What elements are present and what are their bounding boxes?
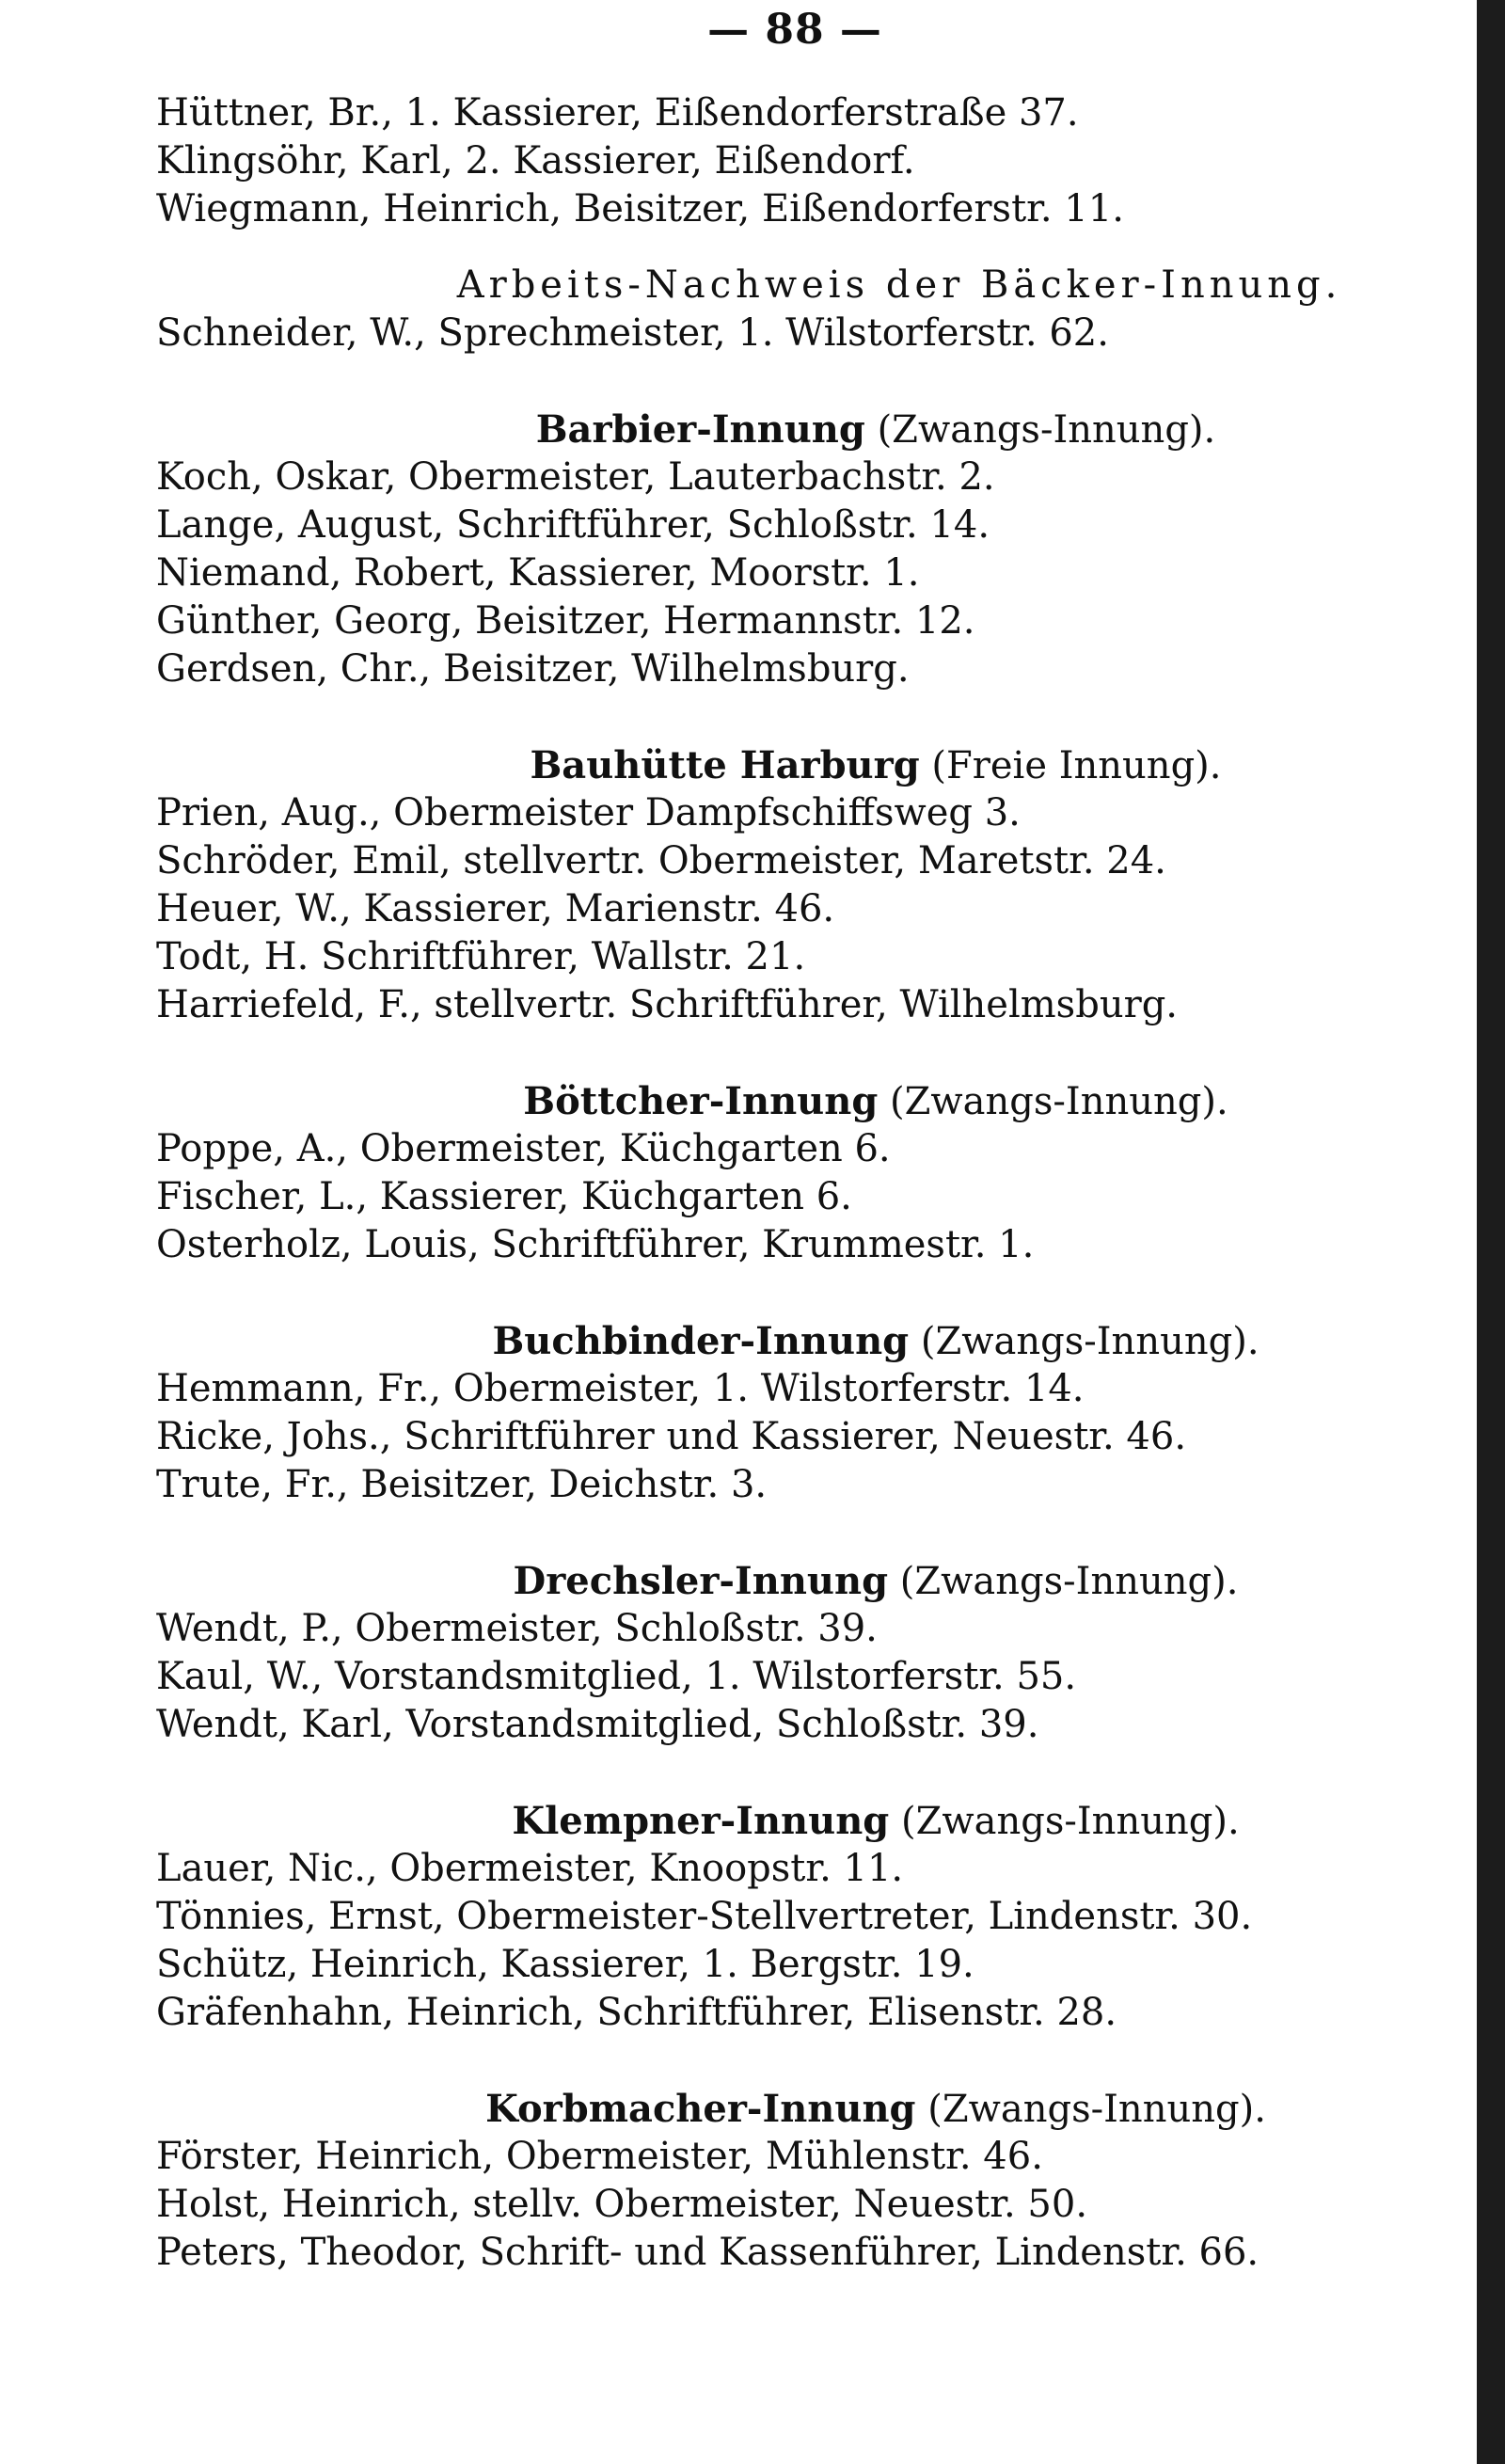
entry-line: Lange, August, Schriftführer, Schloßstr. 14. <box>156 503 990 547</box>
section-type: (Zwangs-Innung). <box>927 2088 1266 2131</box>
entry-line: Trute, Fr., Beisitzer, Deichstr. 3. <box>156 1463 768 1506</box>
section-name: Bauhütte Harburg <box>530 743 920 787</box>
entry-line: Poppe, A., Obermeister, Küchgarten 6. <box>156 1127 891 1170</box>
entry-line: Klingsöhr, Karl, 2. Kassierer, Eißendorf. <box>156 139 915 183</box>
entry-line: Wendt, P., Obermeister, Schloßstr. 39. <box>156 1607 878 1650</box>
entry-line: Wendt, Karl, Vorstandsmitglied, Schloßstr. 39. <box>156 1703 1039 1746</box>
section-korbmacher-innung <box>156 2085 1454 2277</box>
section-heading <box>156 741 1454 789</box>
page-number: — 88 — <box>707 6 882 54</box>
section-heading <box>156 1077 1454 1125</box>
entry-line: Ricke, Johs., Schriftführer und Kassierer, Neuestr. 46. <box>156 1415 1187 1458</box>
entry-line: Prien, Aug., Obermeister Dampfschiffsweg 3. <box>156 791 1021 835</box>
entry-line: Osterholz, Louis, Schriftführer, Krummestr. 1. <box>156 1223 1035 1266</box>
section-bauhuette-harburg <box>156 741 1454 1029</box>
entry-line: Kaul, W., Vorstandsmitglied, 1. Wilstorferstr. 55. <box>156 1655 1077 1698</box>
entry-line: Koch, Oskar, Obermeister, Lauterbachstr. 2. <box>156 455 995 499</box>
section-name: Klempner-Innung <box>512 1799 890 1843</box>
entry-line: Hemmann, Fr., Obermeister, 1. Wilstorferstr. 14. <box>156 1367 1085 1410</box>
entry-line: Tönnies, Ernst, Obermeister-Stellvertreter, Lindenstr. 30. <box>156 1895 1253 1938</box>
section-name: Drechsler-Innung <box>513 1559 889 1603</box>
section-heading <box>156 1557 1454 1605</box>
entry-line: Wiegmann, Heinrich, Beisitzer, Eißendorferstr. 11. <box>156 187 1124 231</box>
section-name: Barbier-Innung <box>535 407 865 452</box>
page-content <box>156 89 1454 2277</box>
section-boettcher-innung <box>156 1077 1454 1269</box>
entry-line: Gerdsen, Chr., Beisitzer, Wilhelmsburg. <box>156 647 910 691</box>
entry-line: Niemand, Robert, Kassierer, Moorstr. 1. <box>156 551 920 595</box>
section-type: (Zwangs-Innung). <box>899 1560 1239 1603</box>
section-heading <box>156 1317 1454 1365</box>
section-type: (Zwangs-Innung). <box>890 1080 1228 1123</box>
intro-block <box>156 89 1454 233</box>
entry-line: Hüttner, Br., 1. Kassierer, Eißendorferstraße 37. <box>156 91 1079 135</box>
entry-line: Schneider, W., Sprechmeister, 1. Wilstorferstr. 62. <box>156 311 1109 355</box>
entry-line: Schröder, Emil, stellvertr. Obermeister, Maretstr. 24. <box>156 839 1166 882</box>
section-buchbinder-innung <box>156 1317 1454 1509</box>
section-name: Buchbinder-Innung <box>492 1319 910 1363</box>
section-heading <box>156 1797 1454 1845</box>
entry-line: Gräfenhahn, Heinrich, Schriftführer, Elisenstr. 28. <box>156 1991 1117 2034</box>
entry-line: Fischer, L., Kassierer, Küchgarten 6. <box>156 1175 852 1218</box>
entry-line: Heuer, W., Kassierer, Marienstr. 46. <box>156 887 835 930</box>
entry-line: Lauer, Nic., Obermeister, Knoopstr. 11. <box>156 1847 904 1890</box>
page-edge-shadow <box>1477 0 1505 2464</box>
section-barbier-innung <box>156 405 1454 693</box>
section-type: (Zwangs-Innung). <box>900 1800 1240 1843</box>
section-heading: Arbeits-Nachweis der Bäcker-Innung. <box>456 263 1342 307</box>
section-type: (Freie Innung). <box>931 744 1222 787</box>
entry-line: Peters, Theodor, Schrift- und Kassenführer, Lindenstr. 66. <box>156 2231 1259 2274</box>
entry-line: Günther, Georg, Beisitzer, Hermannstr. 12. <box>156 599 975 643</box>
section-heading <box>156 405 1454 453</box>
section-name: Böttcher-Innung <box>523 1079 879 1123</box>
section-drechsler-innung <box>156 1557 1454 1749</box>
entry-line: Schütz, Heinrich, Kassierer, 1. Bergstr. 19. <box>156 1943 974 1986</box>
section-heading <box>156 2085 1454 2133</box>
entry-line: Harriefeld, F., stellvertr. Schriftführer, Wilhelmsburg. <box>156 983 1179 1026</box>
section-type: (Zwangs-Innung). <box>920 1320 1259 1363</box>
arbeitsnachweis-block <box>156 262 1454 358</box>
section-type: (Zwangs-Innung). <box>877 408 1216 452</box>
section-name: Korbmacher-Innung <box>485 2087 916 2131</box>
entry-line: Holst, Heinrich, stellv. Obermeister, Neuestr. 50. <box>156 2183 1088 2226</box>
entry-line: Förster, Heinrich, Obermeister, Mühlenstr. 46. <box>156 2135 1043 2178</box>
section-klempner-innung <box>156 1797 1454 2037</box>
entry-line: Todt, H. Schriftführer, Wallstr. 21. <box>156 935 806 978</box>
